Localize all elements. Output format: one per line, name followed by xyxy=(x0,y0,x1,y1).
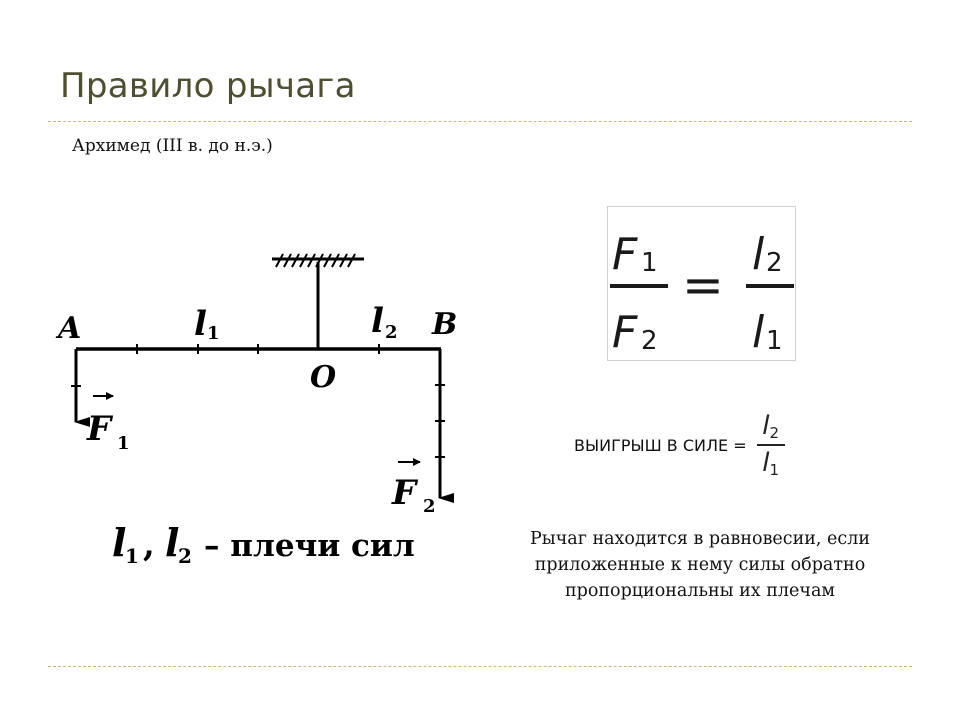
svg-text:l: l xyxy=(371,301,384,341)
formula-num-left: F xyxy=(612,229,638,280)
force-gain-label: ВЫИГРЫШ В СИЛЕ = xyxy=(574,435,747,455)
note-line-3: пропорциональны их плечам xyxy=(564,581,835,601)
note-line-1: Рычаг находится в равновесии, если xyxy=(530,529,870,549)
arms-caption xyxy=(112,520,415,568)
point-b-label: B xyxy=(432,307,458,342)
force-gain-numerator: $l_2$ xyxy=(762,411,780,442)
point-o-label: O xyxy=(310,360,337,395)
force-gain-bar xyxy=(757,444,785,446)
formula-graphic xyxy=(608,207,795,360)
force-f2-label xyxy=(391,462,436,517)
svg-text:l: l xyxy=(165,520,180,565)
svg-text:2: 2 xyxy=(178,544,192,568)
arm-l2-label xyxy=(371,301,398,343)
svg-text:1: 1 xyxy=(641,248,658,278)
formula-num-right: l xyxy=(752,229,765,280)
svg-text:2: 2 xyxy=(423,496,436,517)
equilibrium-note xyxy=(490,526,910,604)
svg-text:1: 1 xyxy=(125,544,139,568)
svg-text:1: 1 xyxy=(207,323,220,344)
svg-text:1: 1 xyxy=(117,433,130,454)
force-gain-fraction xyxy=(757,411,785,479)
svg-text:F: F xyxy=(392,473,417,513)
svg-text:l: l xyxy=(112,520,127,565)
svg-text:1: 1 xyxy=(766,326,783,356)
svg-text:l: l xyxy=(194,304,207,344)
force-gain-denominator: $l_1$ xyxy=(762,448,780,479)
svg-text:2: 2 xyxy=(641,326,658,356)
point-a-label: A xyxy=(58,311,82,346)
force-f1-label xyxy=(86,396,130,454)
bottom-divider xyxy=(48,666,912,667)
slide-subtitle: Архимед (III в. до н.э.) xyxy=(72,136,273,156)
arm-l1-label xyxy=(194,304,220,344)
svg-text:2: 2 xyxy=(385,322,398,343)
lever-formula xyxy=(607,206,796,361)
svg-text:– плечи сил: – плечи сил xyxy=(204,528,415,564)
slide-title: Правило рычага xyxy=(60,66,356,106)
formula-den-right: l xyxy=(752,307,765,358)
formula-equals: = xyxy=(682,256,724,314)
svg-text:F: F xyxy=(87,409,112,449)
svg-text:,: , xyxy=(143,525,155,565)
formula-den-left: F xyxy=(612,307,638,358)
svg-text:2: 2 xyxy=(766,248,783,278)
formula-right-bar xyxy=(746,284,794,288)
formula-left-bar xyxy=(610,284,668,288)
note-line-2: приложенные к нему силы обратно xyxy=(534,555,866,575)
force-gain xyxy=(574,398,785,492)
